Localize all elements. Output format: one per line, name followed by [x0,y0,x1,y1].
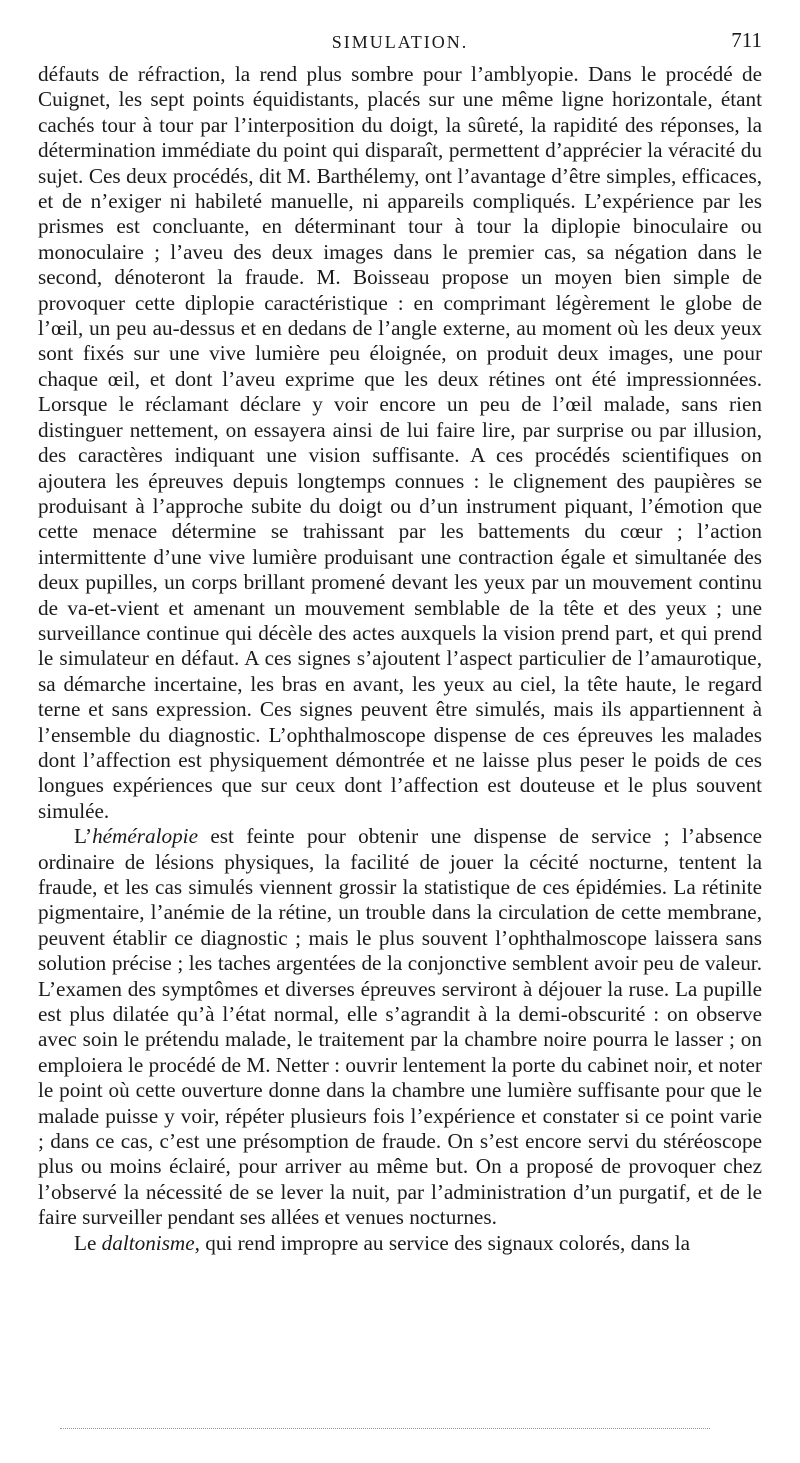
body-text [38,62,762,1256]
paragraph-segment: L’ [74,824,93,849]
paragraph-segment: Le [74,1230,102,1255]
paragraph-amblyopie [38,62,762,824]
footer-rule [60,1428,710,1429]
running-title: SIMULATION. [331,32,469,52]
paragraph-segment: , qui rend impropre au service des signaux colorés, dans la [194,1230,691,1255]
term-daltonisme: daltonisme [101,1230,195,1255]
term-hemeralopie: héméralopie [92,824,198,849]
paragraph-segment: défauts de réfraction, la rend plus sombre pour l’amblyopie. Dans le procédé de Cuignet, les sept points équidistants, placés sur une même ligne horizontale, étant cachés tour à tour par l’interposition du doigt, la sûreté, la rapidité des réponses, la détermination immédiate du point qui disparaît, permettent d’apprécier la véracité du sujet. Ces deux procédés, dit M. Barthélemy, ont l’avantage d’être simples, efficaces, et de n’exiger ni habileté manuelle, ni appareils compliqués. L’expérience par les prismes est concluante, en déterminant tour à tour la diplopie binoculaire ou monoculaire ; l’aveu des deux images dans le premier cas, sa négation dans le second, dénoteront la fraude. M. Boisseau propose un moyen bien simple de provoquer cette diplopie caractéristique : en comprimant légèrement le globe de l’œil, un peu au-dessus et en dedans de l’angle externe, au moment où les deux yeux sont fixés sur une vive lumière peu éloignée, on produit deux images, une pour chaque œil, et dont l’aveu exprime que les deux rétines ont été impressionnées. Lorsque le réclamant déclare y voir encore un peu de l’œil malade, sans rien distinguer nettement, on essayera ainsi de lui faire lire, par surprise ou par illusion, des caractères indiquant une vision suffisante. A ces procédés scientifiques on ajoutera les épreuves depuis longtemps connues : le clignement des paupières se produisant à l’approche subite du doigt ou d’un instrument piquant, l’émotion que cette menace détermine se trahissant par les battements du cœur ; l’action intermittente d’une vive lumière produisant une contraction égale et simultanée des deux pupilles, un corps brillant promené devant les yeux par un mouvement continu de va-et-vient et amenant un mouvement semblable de la tête et des yeux ; une surveillance continue qui décèle des actes auxquels la vision prend part, et qui prend le simulateur en défaut. A ces signes s’ajoutent l’aspect particulier de l’amaurotique, sa démarche incertaine, les bras en avant, les yeux au ciel, la tête haute, le regard terne et sans expression. Ces signes peuvent être simulés, mais ils appartiennent à l’ensemble du diagnostic. L’ophthalmoscope dispense de ces épreuves les malades dont l’affection est physiquement démontrée et ne laisse plus peser le poids de ces longues expériences que sur ceux dont l’affection est douteuse et le plus souvent simulée. [38,62,762,823]
paragraph-hemeralopie [38,824,762,1231]
paragraph-daltonisme [38,1231,762,1256]
paragraph-segment: est feinte pour obtenir une dispense de service ; l’absence ordinaire de lésions physiques, la facilité de jouer la cécité nocturne, tentent la fraude, et les cas simulés viennent grossir la statistique de ces épidémies. La rétinite pigmentaire, l’anémie de la rétine, un trouble dans la circulation de cette membrane, peuvent établir ce diagnostic ; mais le plus souvent l’ophthalmoscope laissera sans solution précise ; les taches argentées de la conjonctive semblent avoir peu de valeur. L’examen des symptômes et diverses épreuves serviront à déjouer la ruse. La pupille est plus dilatée qu’à l’état normal, elle s’agrandit à la demi-obscurité : on observe avec soin le prétendu malade, le traitement par la chambre noire pourra le lasser ; on emploiera le procédé de M. Netter : ouvrir lentement la porte du cabinet noir, et noter le point où cette ouverture donne dans la chambre une lumière suffisante pour que le malade puisse y voir, répéter plusieurs fois l’expérience et constater si ce point varie ; dans ce cas, c’est une présomption de fraude. On s’est encore servi du stéréoscope plus ou moins éclairé, pour arriver au même but. On a proposé de provoquer chez l’observé la nécessité de se lever la nuit, par l’administration d’un purgatif, et de le faire surveiller pendant ses allées et venues nocturnes. [38,824,762,1230]
page-number: 711 [731,28,762,52]
document-page [38,28,762,1256]
running-head [38,28,762,62]
